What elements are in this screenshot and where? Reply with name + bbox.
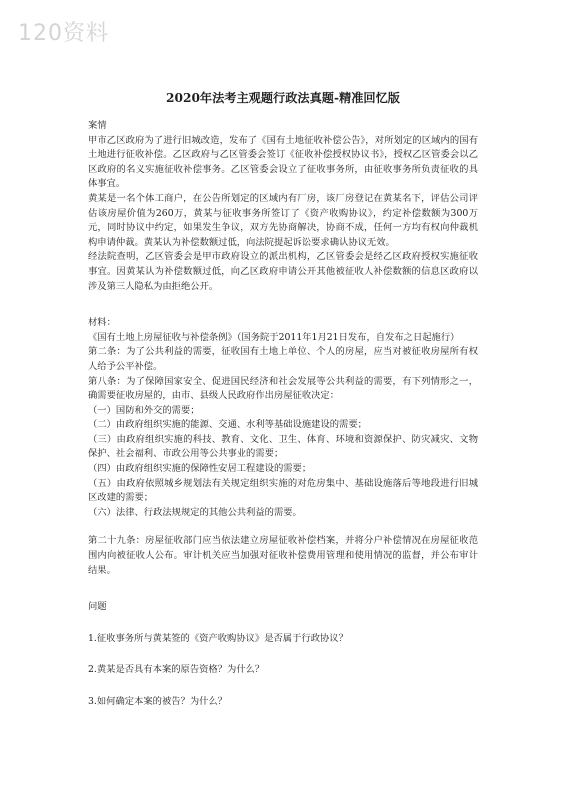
article-8-item-2: （二）由政府组织实施的能源、交通、水利等基础设施建设的需要； (88, 419, 367, 431)
document-body (88, 90, 478, 727)
article-2: 第二条：为了公共利益的需要，征收国有土地上单位、个人的房屋，应当对被征收房屋所有权人给予公平补偿。 (88, 346, 478, 372)
question-1: 1.征收事务所与黄某签的《资产收购协议》是否属于行政协议？ (88, 632, 348, 644)
watermark: 120资料 (18, 21, 109, 46)
article-8-item-6: （六）法律、行政法规规定的其他公共利益的需要。 (88, 506, 302, 518)
article-29: 第二十九条：房屋征收部门应当依法建立房屋征收补偿档案，并将分户补偿情况在房屋征收范围内向被征收人公布。审计机关应当加强对征收补偿费用管理和使用情况的监督，并公布审计结果。 (88, 535, 478, 576)
questions-heading: 问题 (88, 601, 107, 613)
case-paragraph-3: 经法院查明，乙区管委会是甲市政府设立的派出机构，乙区管委会是经乙区政府授权实施征收事宜。因黄某认为补偿数额过低，向乙区政府申请公开其他被征收人补偿数额的信息区政府以涉及第三人隐私为由拒绝公开。 (88, 251, 478, 292)
article-8-item-4: （四）由政府组织实施的保障性安居工程建设的需要； (88, 463, 312, 475)
case-paragraph-1: 甲市乙区政府为了进行旧城改造，发布了《国有土地征收补偿公告》，对所划定的区域内的国有土地进行征收补偿。乙区政府与乙区管委会签订《征收补偿授权协议书》，授权乙区管委会以乙区政府的名义实施征收补偿事务。乙区管委会设立了征收事务所，由征收事务所负责征收的具体事宜。 (88, 134, 478, 190)
article-8-item-1: （一）国防和外交的需要； (88, 404, 200, 416)
article-8: 第八条：为了保障国家安全、促进国民经济和社会发展等公共利益的需要，有下列情形之一，确需要征收房屋的，由市、县级人民政府作出房屋征收决定： (88, 375, 478, 402)
question-3: 3.如何确定本案的被告？为什么？ (88, 696, 228, 707)
case-heading: 案情 (88, 120, 107, 131)
material-heading: 材料： (88, 317, 116, 329)
article-8-item-3: （三）由政府组织实施的科技、教育、文化、卫生、体育、环境和资源保护、防灾减灾、文物保护、社会福利、市政公用等公共事业的需要； (88, 433, 478, 460)
case-paragraph-2: 黄某是一名个体工商户，在公告所划定的区域内有厂房，该厂房登记在黄某名下，评估公司评估该房屋价值为260万，黄某与征收事务所签订了《资产收购协议》，约定补偿数额为300万元，同时协议中约定，如果发生争议，双方先协商解决，协商不成，任何一方均有权向仲裁机构申请仲裁。黄某认为补偿数额过低，向法院提起诉讼要求确认协议无效。 (88, 192, 478, 248)
question-2: 2.黄某是否具有本案的原告资格？为什么？ (88, 664, 265, 676)
article-8-item-5: （五）由政府依照城乡规划法有关规定组织实施的对危房集中、基础设施落后等地段进行旧城区改建的需要； (88, 477, 478, 504)
regulation-title: 《国有土地上房屋征收与补偿条例》（国务院于2011年1月21日发布，自发布之日起施行） (88, 331, 460, 343)
document-title: 2020年法考主观题行政法真题-精准回忆版 (166, 91, 400, 105)
